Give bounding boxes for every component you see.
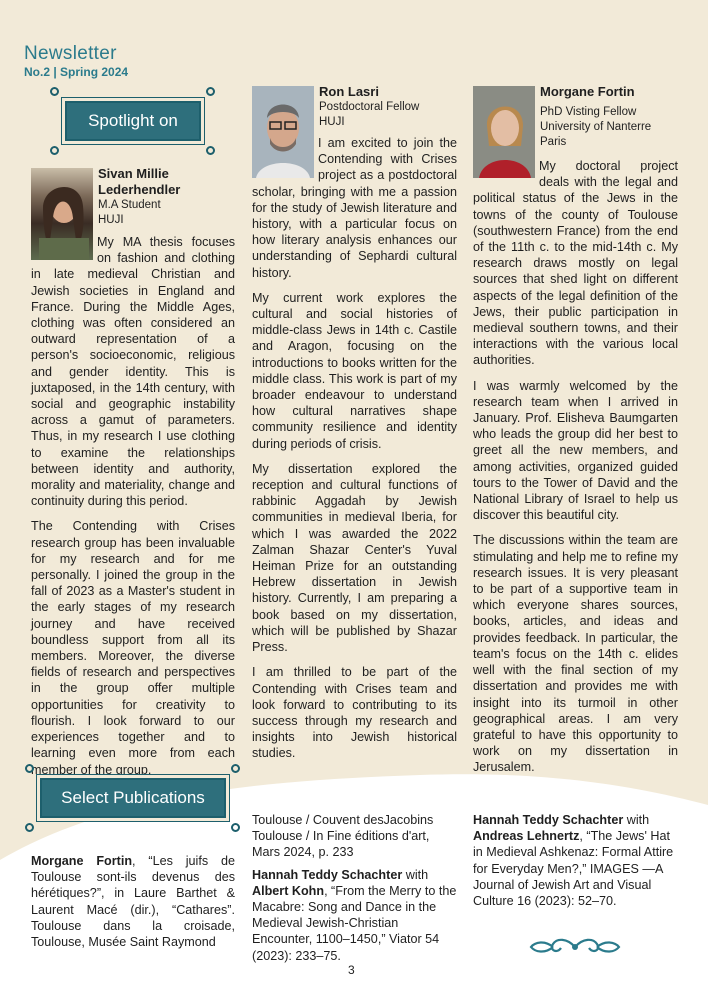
- pub-citation: , “The Jews' Hat in Medieval Ashkenaz: Formal Attire for Everyday Men?,” IMAGES —A Journal of Jewish Art and Visual Culture 16 (2023): 52–70.: [473, 829, 674, 909]
- pub-author: Morgane Fortin: [31, 854, 133, 868]
- pub-citation: , “From the Merry to the Macabre: Song and Dance in the Medieval Jewish-Christian Encounter, 1100–1450,” Viator 54 (2023): 233–75.: [252, 883, 457, 963]
- ornament-icon: [206, 87, 215, 96]
- pub-conj: with: [402, 867, 429, 882]
- paragraph: I am excited to join the Contending with Crises project as a postdoctoral scholar, bringing with me a passion for the study of Jewish literature and history, with a particular focus on how literary analysis enhances our understanding of Sephardi cultural history.: [252, 136, 457, 280]
- pub-author: Andreas Lehnertz: [473, 829, 580, 844]
- spotlight-heading: [65, 101, 201, 141]
- paragraph: I am thrilled to be part of the Contending with Crises team and look forward to contributing to its success through my research and insights into Jewish historical studies.: [252, 665, 457, 761]
- column-ron: [252, 135, 457, 771]
- paragraph: My doctoral project deals with the legal and political status of the Jews in the towns of the county of Toulouse (southwestern France) from the end of the 11th c. to the mid-14th c. My research draws mostly on legal sources that shed light on different aspects of the legal definition of the Jews, their public participation in medieval southern towns, and their interactions with the various local authorities.: [473, 159, 678, 368]
- person-affiliation: HUJI: [319, 116, 345, 128]
- paragraph: The discussions within the team are stimulating and help me to refine my research issues. It is very pleasant to be part of a supportive team in which everyone shares sources, books, articles, and ideas and provides feedback. In particular, the team's focus on the 14th c. elides well with the final section of my dissertation and provides me with insight into its turmoil in other geographical areas. I am very grateful to have this opportunity to work on my dissertation in Jerusalem.: [473, 533, 678, 775]
- ornament-icon: [25, 764, 34, 773]
- publications-label: Select Publications: [61, 788, 205, 807]
- ornament-icon: [50, 87, 59, 96]
- person-name: Ron Lasri: [319, 84, 379, 99]
- paragraph: I was warmly welcomed by the research team when I arrived in January. Prof. Elisheva Baumgarten who leads the group did her best to greet all the new members, and among activities, organized guided tours to the Tower of David and the National Library of Israel to help us discover this beautiful city.: [473, 378, 678, 523]
- person-affiliation: HUJI: [98, 214, 124, 226]
- publication-1: [31, 853, 235, 950]
- ornament-icon: [231, 823, 240, 832]
- pub-author: Albert Kohn: [252, 883, 325, 898]
- paragraph: My dissertation explored the reception and cultural functions of rabbinic Aggadah by Jewish communities in medieval Iberia, for which I was awarded the 2022 Zalman Shazar Center's Yuval Heiman Prize for an outstanding Hebrew dissertation in Jewish history. Currently, I am preparing a book based on my dissertation, which will be published by Shazar Press.: [252, 461, 457, 655]
- issue-label: No.2 | Spring 2024: [24, 65, 129, 79]
- publication-3: [473, 812, 678, 909]
- pub-citation: , “Les juifs de Toulouse sont-ils devenus des hérétiques?”, in Laure Barthet & Laurent Macé (dir.), “Cathares”. Toulouse dans la croisade, Toulouse, Musée Saint Raymond: [31, 854, 235, 950]
- flourish-ornament-icon: [527, 936, 623, 958]
- ornament-icon: [231, 764, 240, 773]
- ornament-icon: [25, 823, 34, 832]
- spotlight-label: Spotlight on: [88, 111, 178, 130]
- newsletter-title: Newsletter: [24, 43, 117, 64]
- person-name: Morgane Fortin: [540, 84, 635, 99]
- person-affiliation: University of Nanterre Paris: [540, 121, 652, 148]
- person-header-ron: [319, 84, 459, 130]
- publications-heading: [40, 778, 226, 818]
- person-header-sivan: [98, 166, 228, 228]
- person-role: PhD Visting Fellow: [540, 106, 637, 118]
- pub-author: Hannah Teddy Schachter: [473, 813, 624, 827]
- person-header-morgane: [540, 84, 690, 150]
- publication-list-col2: [252, 812, 457, 970]
- person-role: M.A Student: [98, 199, 161, 211]
- person-role: Postdoctoral Fellow: [319, 101, 420, 113]
- pub-citation: Toulouse / Couvent desJacobins Toulouse / In Fine éditions d'art, Mars 2024, p. 233: [252, 813, 434, 860]
- pub-conj: with: [623, 813, 650, 827]
- column-sivan: [31, 234, 235, 787]
- paragraph: My MA thesis focuses on fashion and clothing in late medieval Christian and Jewish societies in England and France. During the Middle Ages, clothing was often considered an outward representation of a person's socioeconomic, religious and gender identity. This is juxtaposed, in the 14th century, with social and geographic instability across a gamut of parameters. Thus, in my research I use clothing to examine the relationships between identity and authority, morality and materiality, change and continuity during this period.: [31, 235, 235, 509]
- ornament-icon: [50, 146, 59, 155]
- column-morgane: [473, 158, 678, 785]
- paragraph: My current work explores the cultural and social histories of middle-class Jews in 14th c. Castile and Aragon, focusing on the introductions to books written for the middle class. This work is part of my broader endeavour to understand how cultural narratives shape community resilience and identity during periods of crisis.: [252, 290, 457, 451]
- paragraph: The Contending with Crises research group has been invaluable for my research and for me personally. I joined the group in the fall of 2023 as a Master's student in the early stages of my research journey and have received boundless support from all its members. Moreover, the diverse fields of research and perspectives in the group offer multiple opportunities for creativity to flourish. I look forward to our experiences together and to learning even more from each member of the group.: [31, 519, 235, 777]
- page-number: 3: [348, 963, 355, 977]
- person-name: Sivan Millie Lederhendler: [98, 166, 181, 197]
- publication-2: [252, 867, 457, 964]
- pub-author: Hannah Teddy Schachter: [252, 867, 403, 882]
- ornament-icon: [206, 146, 215, 155]
